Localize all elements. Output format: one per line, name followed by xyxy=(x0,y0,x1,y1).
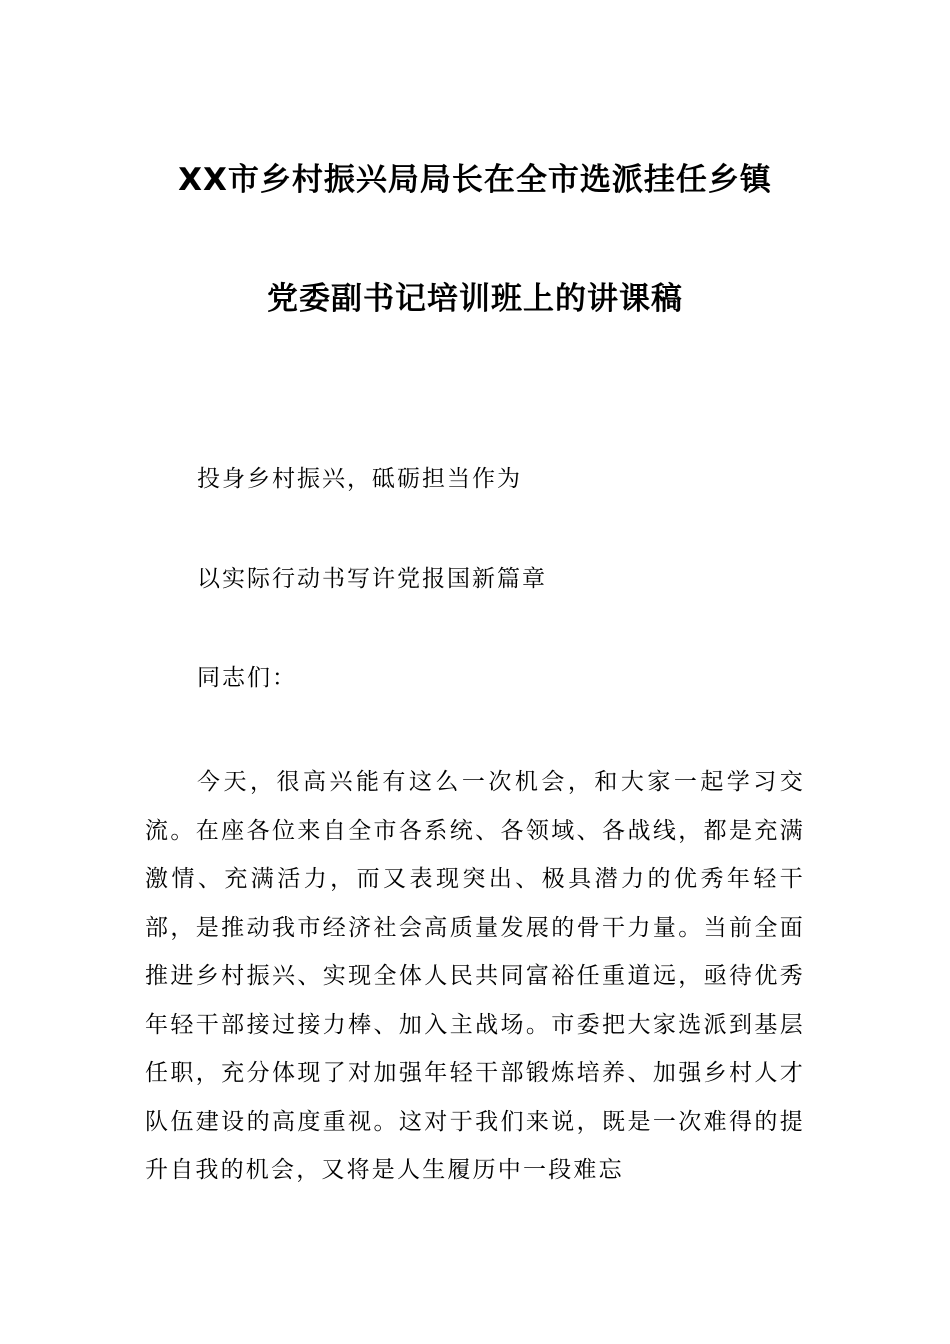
subtitle-line-2: 以实际行动书写许党报国新篇章 xyxy=(197,566,547,592)
body-paragraph: 今天，很高兴能有这么一次机会，和大家一起学习交流。在座各位来自全市各系统、各领域、各战线，都是充满激情、充满活力，而又表现突出、极具潜力的优秀年轻干部，是推动我市经济社会高质量发展的骨干力量。当前全面推进乡村振兴、实现全体人民共同富裕任重道远，亟待优秀年轻干部接过接力棒、加入主战场。市委把大家选派到基层任职，充分体现了对加强年轻干部锻炼培养、加强乡村人才队伍建设的高度重视。这对于我们来说，既是一次难得的提升自我的机会，又将是人生履历中一段难忘 xyxy=(145,769,805,1183)
document-title-line-2: 党委副书记培训班上的讲课稿 xyxy=(267,281,683,317)
greeting: 同志们： xyxy=(197,665,297,691)
subtitle-line-1: 投身乡村振兴，砥砺担当作为 xyxy=(197,466,522,492)
document-title-line-1: XX市乡村振兴局局长在全市选派挂任乡镇 xyxy=(178,162,772,198)
